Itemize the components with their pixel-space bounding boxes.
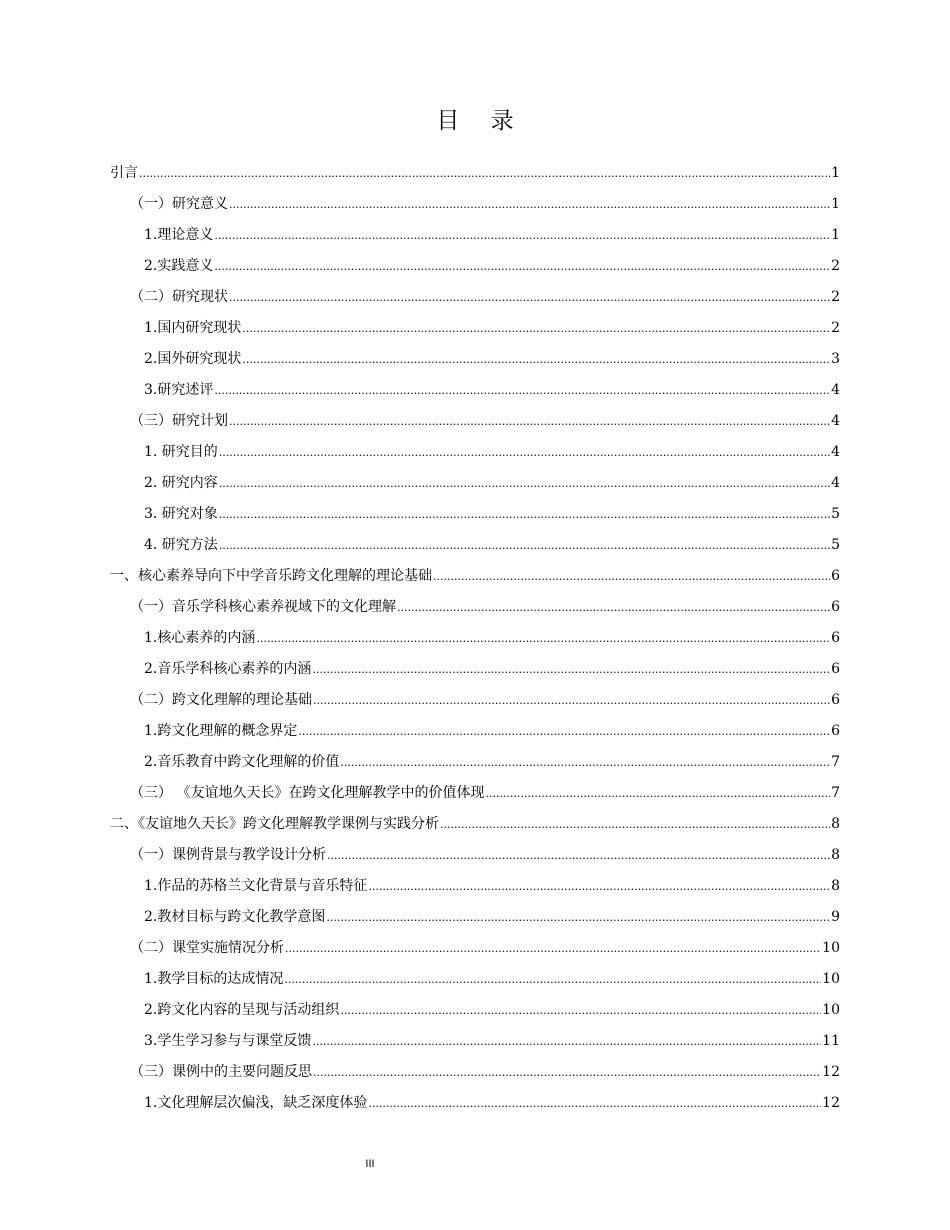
toc-entry-title: （二）跨文化理解的理论基础: [130, 692, 312, 708]
toc-entry-title: 2. 研究内容: [144, 475, 218, 491]
toc-entry-title: 2.实践意义: [144, 258, 214, 274]
toc-entry-title: 2.教材目标与跨文化教学意图: [144, 909, 326, 925]
toc-entry-page: 6: [831, 723, 840, 739]
toc-entry[interactable]: [110, 220, 840, 251]
toc-entry-page: 7: [831, 754, 840, 770]
toc-entry-title: 4. 研究方法: [144, 537, 218, 553]
toc-entry-page: 2: [831, 289, 840, 305]
toc-entry[interactable]: [110, 1088, 840, 1119]
toc-entry-title: （二）研究现状: [130, 289, 228, 305]
toc-entry-title: 二、《友谊地久天长》跨文化理解教学课例与实践分析: [110, 816, 439, 832]
toc-entry[interactable]: [110, 685, 840, 716]
dot-leader: [285, 933, 821, 964]
toc-entry-title: 1.跨文化理解的概念界定: [144, 723, 298, 739]
toc-entry-page: 7: [831, 785, 840, 801]
dot-leader: [284, 964, 821, 995]
toc-entry-page: 10: [822, 971, 840, 987]
toc-entry-page: 6: [831, 661, 840, 677]
dot-leader: [312, 1026, 821, 1057]
dot-leader: [312, 654, 830, 685]
toc-entry[interactable]: [110, 189, 840, 220]
dot-leader: [397, 592, 830, 623]
toc-entry-page: 6: [831, 630, 840, 646]
toc-entry[interactable]: [110, 561, 840, 592]
dot-leader: [139, 158, 830, 189]
toc-entry[interactable]: [110, 406, 840, 437]
toc-entry-page: 8: [831, 878, 840, 894]
toc-entry[interactable]: [110, 158, 840, 189]
toc-entry-title: 2.国外研究现状: [144, 351, 242, 367]
dot-leader: [214, 220, 830, 251]
dot-leader: [433, 561, 830, 592]
dot-leader: [313, 1057, 821, 1088]
toc-entry-title: （三） 《友谊地久天长》在跨文化理解教学中的价值体现: [130, 785, 485, 801]
toc-entry-title: 1.文化理解层次偏浅，缺乏深度体验: [144, 1095, 368, 1111]
toc-entry-title: 1.国内研究现状: [144, 320, 242, 336]
toc-entry-title: （三）研究计划: [130, 413, 228, 429]
toc-entry-title: （三）课例中的主要问题反思: [130, 1064, 312, 1080]
toc-title: 目 录: [436, 108, 526, 134]
toc-entry[interactable]: [110, 871, 840, 902]
toc-entry-title: 1.教学目标的达成情况: [144, 971, 284, 987]
toc-entry[interactable]: [110, 468, 840, 499]
toc-entry-title: （二）课堂实施情况分析: [130, 940, 284, 956]
toc-entry-title: 1.理论意义: [144, 227, 214, 243]
toc-entry-title: 3.研究述评: [144, 382, 214, 398]
dot-leader: [229, 282, 830, 313]
dot-leader: [440, 809, 830, 840]
toc-entry[interactable]: [110, 251, 840, 282]
dot-leader: [256, 623, 830, 654]
toc-entry-title: 1. 研究目的: [144, 444, 218, 460]
toc-entry[interactable]: [110, 375, 840, 406]
toc-entry-page: 8: [831, 847, 840, 863]
toc-entry[interactable]: [110, 902, 840, 933]
toc-entry[interactable]: [110, 499, 840, 530]
toc-entry-title: 3.学生学习参与与课堂反馈: [144, 1033, 312, 1049]
dot-leader: [229, 189, 830, 220]
toc-entry-page: 6: [831, 692, 840, 708]
dot-leader: [298, 716, 830, 747]
toc-entry[interactable]: [110, 840, 840, 871]
dot-leader: [219, 437, 830, 468]
dot-leader: [219, 468, 830, 499]
toc-entry-title: 3. 研究对象: [144, 506, 218, 522]
toc-entry-page: 1: [831, 227, 840, 243]
dot-leader: [327, 840, 830, 871]
toc-entry-title: 一、核心素养导向下中学音乐跨文化理解的理论基础: [110, 568, 432, 584]
toc-entry[interactable]: [110, 437, 840, 468]
toc-entry-page: 10: [822, 940, 840, 956]
toc-entry-page: 2: [831, 320, 840, 336]
toc-entry-title: 2.跨文化内容的呈现与活动组织: [144, 1002, 340, 1018]
toc-entry-page: 10: [822, 1002, 840, 1018]
toc-entry-page: 2: [831, 258, 840, 274]
toc-entry[interactable]: [110, 344, 840, 375]
toc-entry[interactable]: [110, 747, 840, 778]
toc-entry[interactable]: [110, 933, 840, 964]
dot-leader: [313, 685, 830, 716]
toc-entry[interactable]: [110, 1057, 840, 1088]
dot-leader: [214, 375, 830, 406]
toc-entry-page: 1: [831, 165, 840, 181]
toc-entry-page: 12: [822, 1095, 840, 1111]
toc-entry-title: （一）音乐学科核心素养视域下的文化理解: [130, 599, 396, 615]
dot-leader: [219, 499, 830, 530]
dot-leader: [214, 251, 830, 282]
toc-entry[interactable]: [110, 716, 840, 747]
toc-entry[interactable]: [110, 592, 840, 623]
toc-entry-page: 5: [831, 537, 840, 553]
toc-entry-page: 12: [822, 1064, 840, 1080]
toc-entry-page: 8: [831, 816, 840, 832]
page-number: III: [365, 1158, 375, 1170]
toc-entry-title: （一）课例背景与教学设计分析: [130, 847, 326, 863]
toc-entry-page: 3: [831, 351, 840, 367]
toc-entry-page: 9: [831, 909, 840, 925]
toc-entry-page: 5: [831, 506, 840, 522]
dot-leader: [242, 344, 830, 375]
toc-entry-page: 4: [831, 413, 840, 429]
dot-leader: [340, 995, 821, 1026]
dot-leader: [326, 902, 830, 933]
dot-leader: [229, 406, 830, 437]
toc-entry[interactable]: [110, 1026, 840, 1057]
toc-entry-title: 1.核心素养的内涵: [144, 630, 256, 646]
dot-leader: [368, 871, 830, 902]
toc-entry[interactable]: [110, 964, 840, 995]
dot-leader: [219, 530, 830, 561]
toc-entry[interactable]: [110, 778, 840, 809]
toc-entry-page: 6: [831, 599, 840, 615]
toc-entry-page: 4: [831, 382, 840, 398]
toc-entry-page: 4: [831, 444, 840, 460]
dot-leader: [368, 1088, 821, 1119]
toc-entry-title: （一）研究意义: [130, 196, 228, 212]
toc-entry-title: 引言: [110, 165, 138, 181]
toc-entry[interactable]: [110, 623, 840, 654]
toc-entry-title: 1.作品的苏格兰文化背景与音乐特征: [144, 878, 368, 894]
toc-entry-title: 2.音乐学科核心素养的内涵: [144, 661, 312, 677]
toc-entry[interactable]: [110, 809, 840, 840]
toc-entry-page: 6: [831, 568, 840, 584]
toc-entry[interactable]: [110, 530, 840, 561]
toc-entry[interactable]: [110, 282, 840, 313]
dot-leader: [242, 313, 830, 344]
toc-entry[interactable]: [110, 995, 840, 1026]
toc-entry-page: 1: [831, 196, 840, 212]
toc-entry-page: 11: [822, 1033, 840, 1049]
toc-entry[interactable]: [110, 654, 840, 685]
toc-entry-page: 4: [831, 475, 840, 491]
dot-leader: [340, 747, 830, 778]
toc-entry-title: 2.音乐教育中跨文化理解的价值: [144, 754, 340, 770]
dot-leader: [485, 778, 830, 809]
toc-list: [110, 158, 840, 1119]
toc-entry[interactable]: [110, 313, 840, 344]
